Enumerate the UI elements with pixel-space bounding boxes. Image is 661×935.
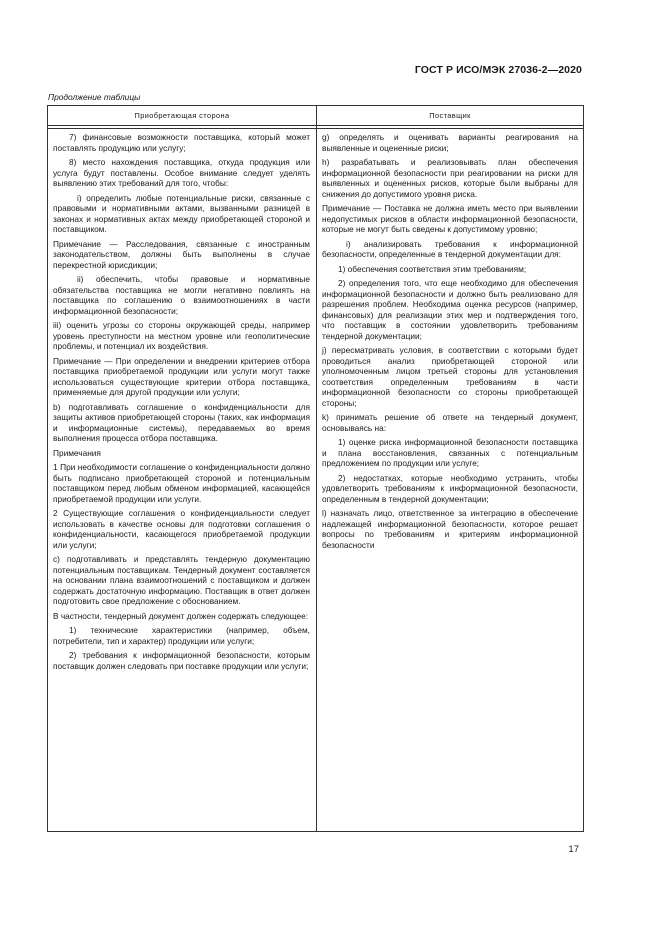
table-paragraph: 1) оценке риска информационной безопасности поставщика и плана восстановления, связанных с потенциальным предложением по продукции или услуге;: [322, 437, 578, 468]
table-paragraph: i) анализировать требования к информационной безопасности, определенные в тендерной документации для:: [322, 238, 578, 259]
table-paragraph: i) определить любые потенциальные риски, связанные с правовыми и нормативными актами, вызванными разницей в законах и нормативных актах между приобретающей стороной и поставщиком.: [53, 192, 310, 234]
requirements-table: [47, 105, 584, 832]
table-paragraph: 8) место нахождения поставщика, откуда продукция или услуга будут поставлены. Особое внимание следует уделять выявлению этих требований для того, чтобы:: [53, 157, 310, 188]
column-divider: [316, 106, 317, 831]
table-paragraph: 2) требования к информационной безопасности, которым поставщик должен следовать при поставке продукции или услуги;: [53, 650, 310, 671]
supplier-column: [322, 132, 578, 554]
column-header-acquirer: Приобретающая сторона: [134, 111, 230, 120]
table-paragraph: ii) обеспечить, чтобы правовые и нормативные обязательства поставщика не могли негативно повлиять на поставщика по соглашению о взаимоотношениях в части информационной безопасности;: [53, 274, 310, 316]
table-paragraph: h) разрабатывать и реализовывать план обеспечения информационной безопасности при реагировании на риски для выявленных и оцененных рисков, которые были выбраны для снижения до допустимого уровня риска.: [322, 157, 578, 199]
table-paragraph: g) определять и оценивать варианты реагирования на выявленные и оцененные риски;: [322, 132, 578, 153]
table-continuation-label: Продолжение таблицы: [48, 92, 141, 102]
column-header-supplier: Поставщик: [429, 111, 471, 120]
table-paragraph: 2 Существующие соглашения о конфиденциальности следует использовать в качестве основы для подготовки соглашения о конфиденциальности, касающегося приобретаемой продукции или услуги;: [53, 508, 310, 550]
acquirer-column: [53, 132, 310, 675]
table-paragraph: 1) технические характеристики (например, объем, потребители, тип и характер) продукции или услуги;: [53, 625, 310, 646]
table-paragraph: c) подготавливать и представлять тендерную документацию потенциальным поставщикам. Тендерный документ составляется на основании плана взаимоотношений с поставщиком и должен содержать достаточную информацию. Поставщик в ответ должен подготовить свое предложение с обоснованием.: [53, 554, 310, 606]
table-paragraph: l) назначать лицо, ответственное за интеграцию в обеспечение надлежащей информационной безопасности, которое решает вопросы по требованиям и критериям информационной безопасности: [322, 508, 578, 550]
table-paragraph: k) принимать решение об ответе на тендерный документ, основываясь на:: [322, 412, 578, 433]
table-paragraph: Примечание — Поставка не должна иметь место при выявлении недопустимых рисков в области информационной безопасности, которые не могут быть сведены к допустимому уровню;: [322, 203, 578, 234]
page-number: 17: [568, 844, 579, 855]
table-paragraph: В частности, тендерный документ должен содержать следующее:: [53, 610, 309, 621]
document-id: ГОСТ Р ИСО/МЭК 27036-2—2020: [414, 64, 582, 76]
table-paragraph: b) подготавливать соглашение о конфиденциальности для защиты активов приобретающей стороны (таких, как информация и информационные системы), передаваемых во время выполнения процесса отбора поставщика.: [53, 401, 310, 443]
table-paragraph: Примечание — Расследования, связанные с иностранным законодательством, должны быть выполнены в случае перекрестной юрисдикции;: [53, 238, 310, 270]
table-paragraph: Примечания: [53, 447, 101, 458]
table-paragraph: 7) финансовые возможности поставщика, который может поставлять продукцию или услугу;: [53, 132, 310, 153]
table-paragraph: 1 При необходимости соглашение о конфиденциальности должно быть подписано приобретающей стороной и потенциальным поставщиком перед любым обменом информацией, касающейся приобретаемой продукции или услуги.: [53, 462, 310, 504]
table-paragraph: Примечание — При определении и внедрении критериев отбора поставщика приобретаемой продукции или услуги могут также использоваться существующие критерии отбора поставщика, применяемые для другой продукции или услуги;: [53, 355, 310, 397]
table-paragraph: 2) недостатках, которые необходимо устранить, чтобы удовлетворить требованиям к информационной безопасности, определенным в тендерной документации;: [322, 472, 578, 504]
table-paragraph: 2) определения того, что еще необходимо для обеспечения информационной безопасности и должно быть реализовано для разрешения проблем. Необходима оценка ресурсов (например, финансовых) для реализации этих мер и подтверждения того, что поставщик в состоянии удовлетворить требованиям тендерной документации;: [322, 278, 578, 341]
table-paragraph: j) пересматривать условия, в соответствии с которыми будет проводиться анализ приобретающей стороной или уполномоченным лицом третьей стороны для установления соответствия определенным требованиям в части информационной безопасности со стороны приобретающей стороны;: [322, 345, 578, 408]
table-paragraph: iii) оценить угрозы со стороны окружающей среды, например уровень преступности на местном уровне или геополитические проблемы, и потенциал их воздействия.: [53, 320, 310, 351]
table-paragraph: 1) обеспечения соответствия этим требованиям;: [338, 263, 527, 274]
